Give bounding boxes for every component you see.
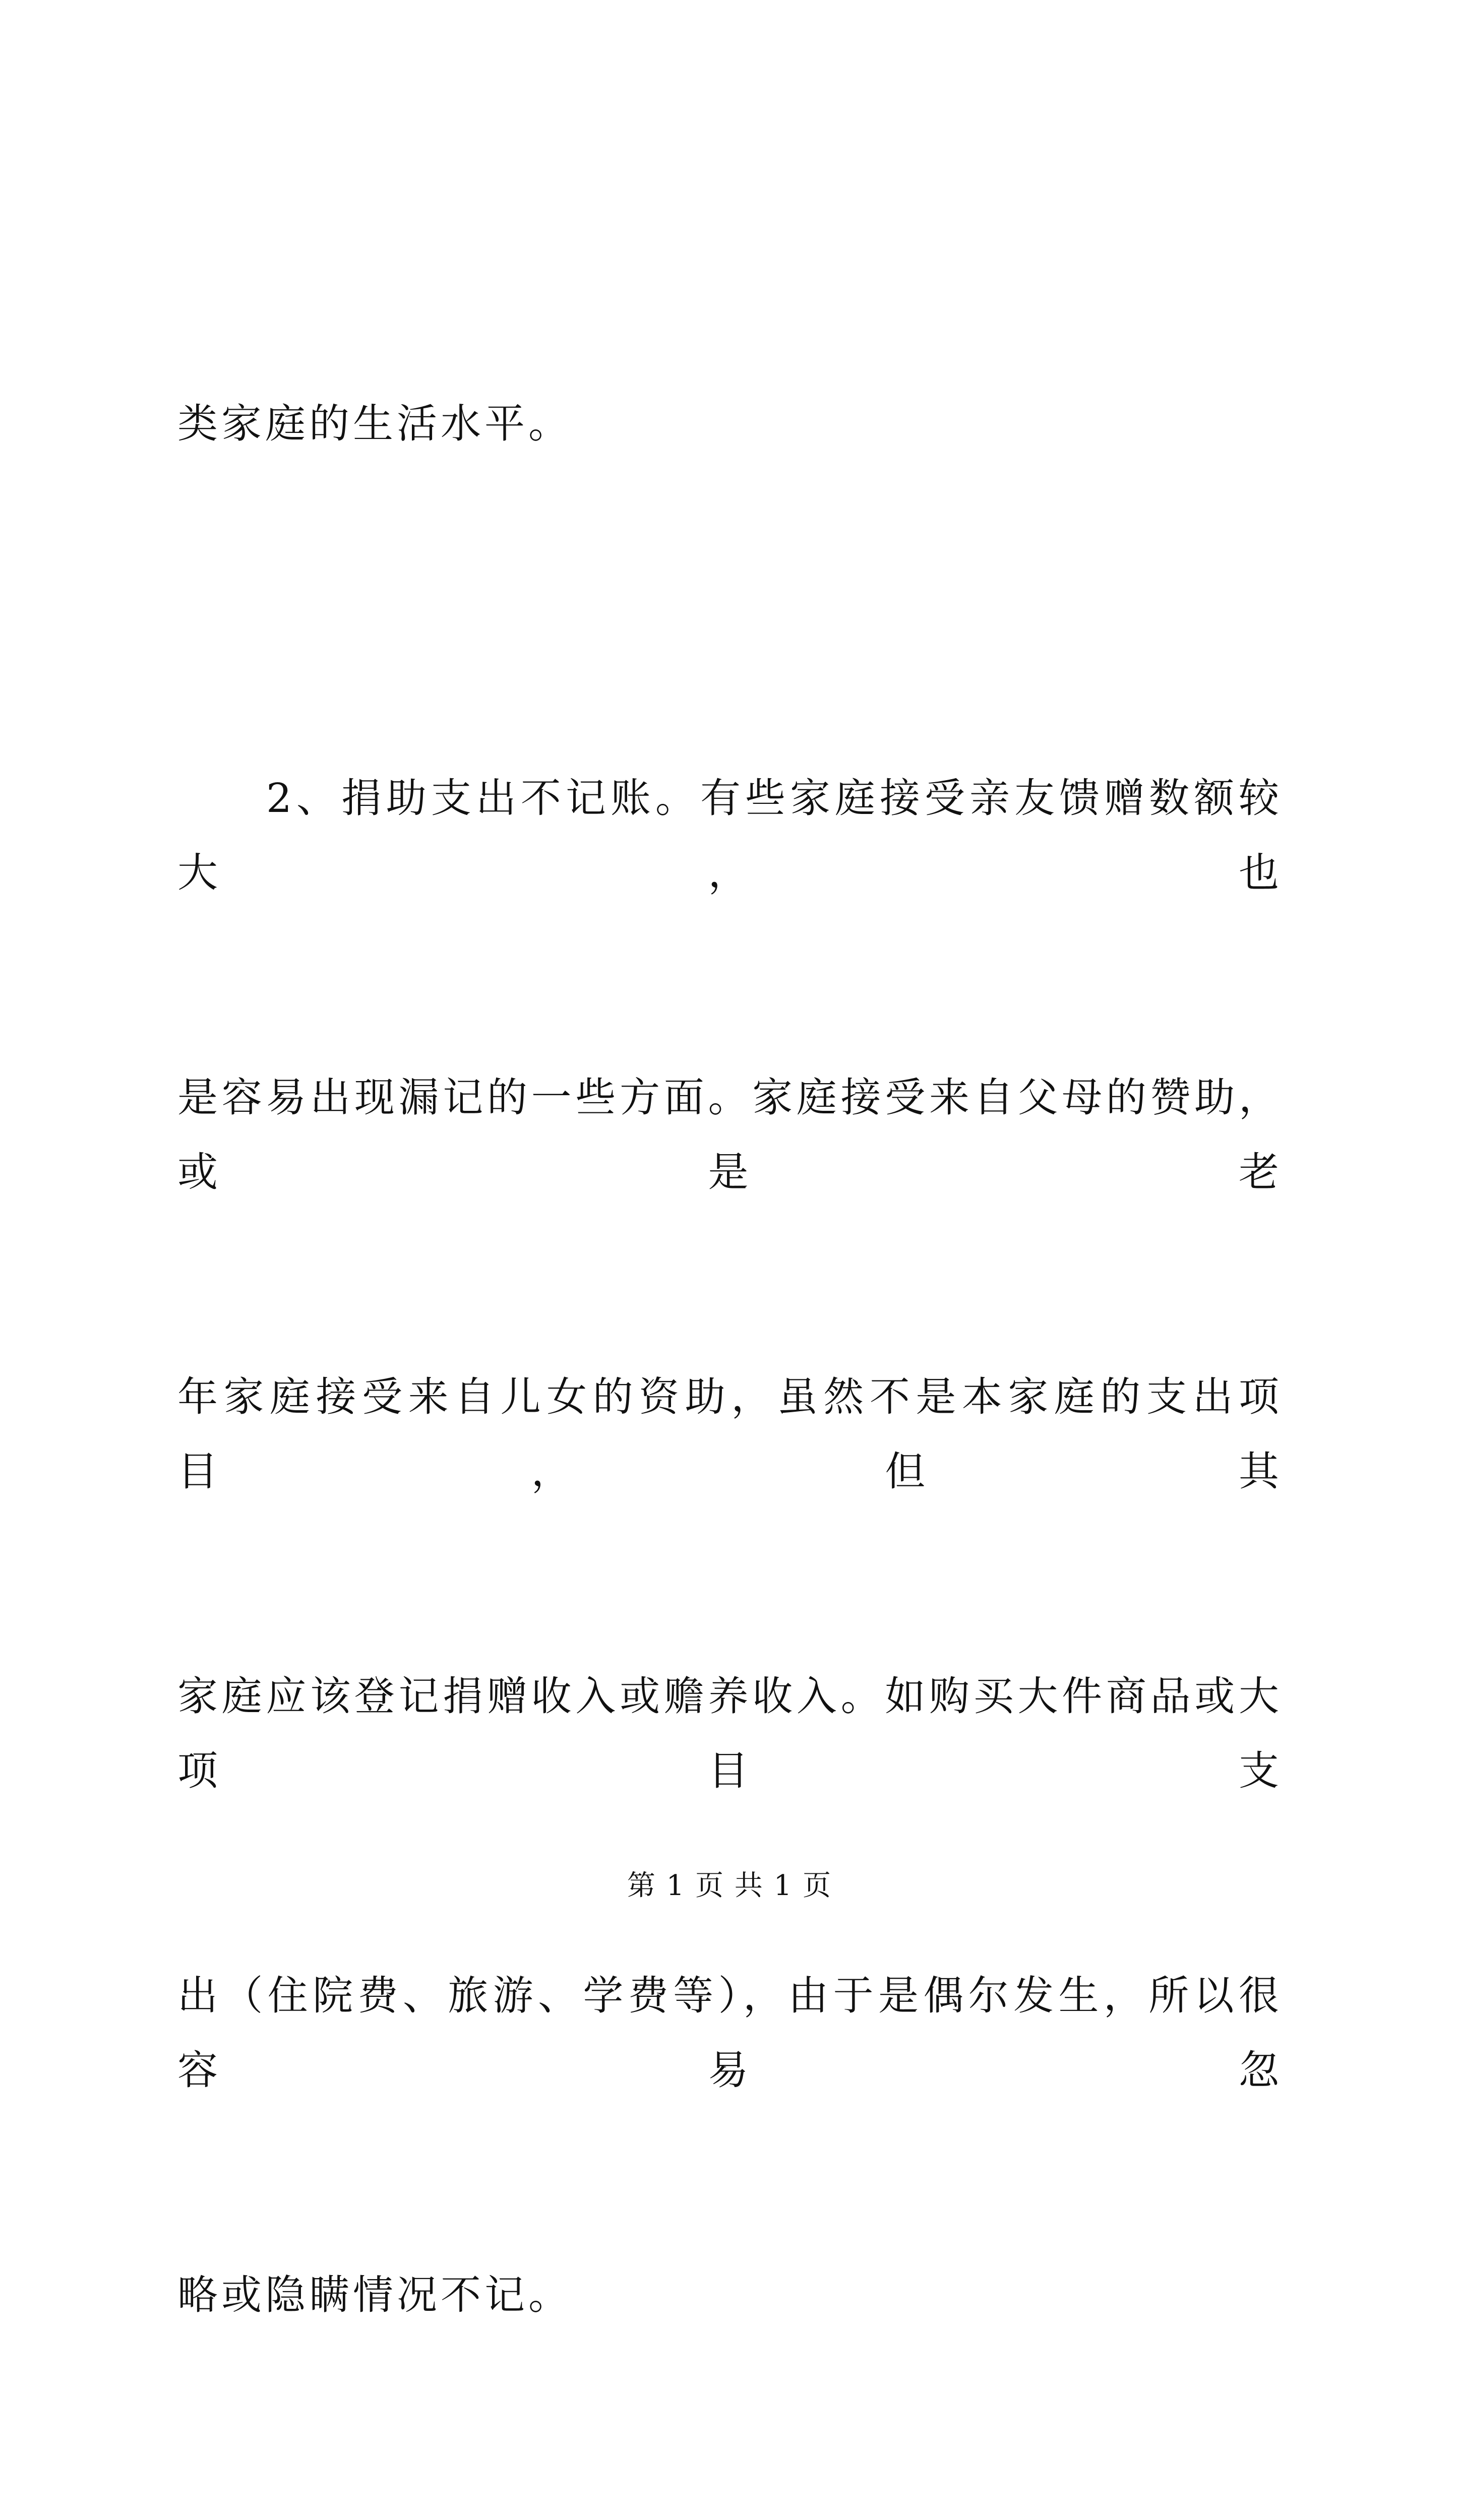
page-number-label: 第 1 页 共 1 页 xyxy=(627,1869,832,1902)
page-footer xyxy=(0,1866,1459,1906)
text-line: 略或隐瞒情况不记。 xyxy=(177,2271,572,2318)
text-line: 家庭应该登记捐赠收入或赡养收入。如购买大件商品或大项目支 xyxy=(177,1672,1283,1794)
text-line: 类家庭的生活水平。 xyxy=(177,400,572,447)
paragraph-household-privacy xyxy=(177,2482,1283,2520)
text-line: 是容易出现漏记的一些方面。家庭接受来自父母的赞助，或是老 xyxy=(177,1074,1283,1195)
paragraph-donation-expenses xyxy=(177,611,1283,2483)
text-line: 年家庭接受来自儿女的资助，虽然不是本家庭的支出项目，但其 xyxy=(177,1373,1283,1495)
text-line: 2、捐助支出不记账。有些家庭接受亲友馈赠数额较大，也 xyxy=(177,774,1283,896)
text-line: 出（住院费、旅游、学费等），由于是偶尔发生，所以很容易忽 xyxy=(177,1972,1283,2094)
paragraph-continuation xyxy=(177,237,1283,611)
document-body xyxy=(177,237,1283,2520)
